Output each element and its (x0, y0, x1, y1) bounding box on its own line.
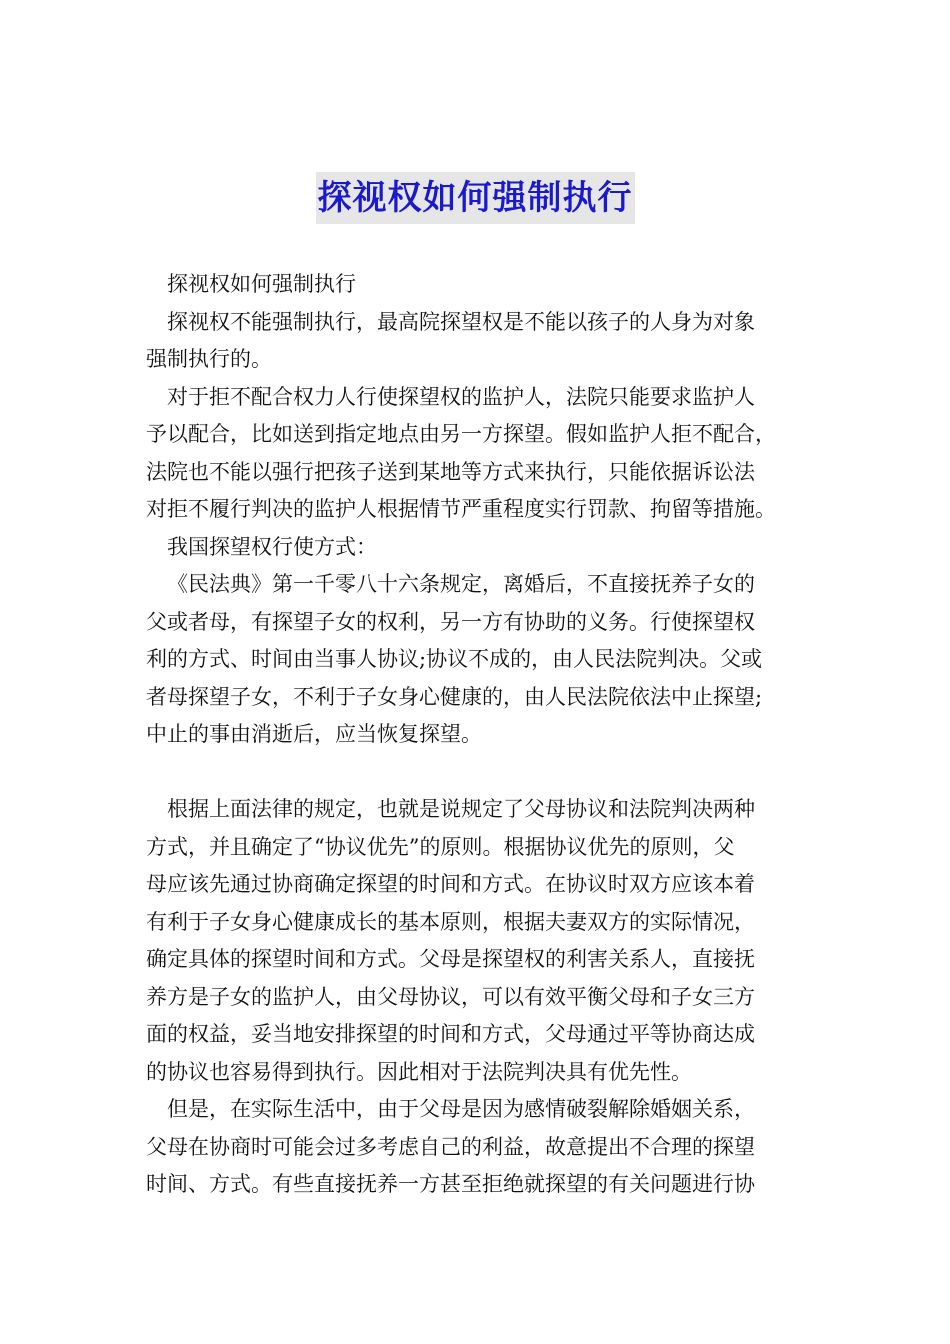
paragraph-line: 确定具体的探望时间和方式。父母是探望权的利害关系人，直接抚 (146, 947, 755, 971)
paragraph-line: 探视权不能强制执行，最高院探望权是不能以孩子的人身为对象 (167, 309, 755, 334)
paragraph-line: 根据上面法律的规定，也就是说规定了父母协议和法院判决两种 (167, 797, 755, 821)
paragraph-line: 强制执行的。 (146, 347, 272, 371)
paragraph-line: 者母探望子女，不利于子女身心健康的，由人民法院依法中止探望; (146, 684, 763, 709)
paragraph-spacer (146, 754, 808, 792)
paragraph-line: 《民法典》第一千零八十六条规定，离婚后，不直接抚养子女的 (167, 572, 755, 596)
paragraph-line: 养方是子女的监护人，由父母协议，可以有效平衡父母和子女三方 (146, 984, 755, 1009)
paragraph-line: 予以配合，比如送到指定地点由另一方探望。假如监护人拒不配合， (146, 422, 776, 446)
document-body (146, 266, 808, 1204)
paragraph-line: 母应该先通过协商确定探望的时间和方式。在协议时双方应该本着 (146, 872, 755, 896)
paragraph-line: 父母在协商时可能会过多考虑自己的利益，故意提出不合理的探望 (146, 1134, 755, 1159)
paragraph-line: 父或者母，有探望子女的权利，另一方有协助的义务。行使探望权 (146, 609, 755, 634)
paragraph-line: 时间、方式。有些直接抚养一方甚至拒绝就探望的有关问题进行协 (146, 1172, 755, 1196)
paragraph-line: 面的权益，妥当地安排探望的时间和方式，父母通过平等协商达成 (146, 1022, 755, 1046)
document-title: 探视权如何强制执行 (316, 172, 635, 224)
paragraph-line: 的协议也容易得到执行。因此相对于法院判决具有优先性。 (146, 1059, 692, 1084)
paragraph-line: 探视权如何强制执行 (167, 272, 356, 296)
paragraph-line: 法院也不能以强行把孩子送到某地等方式来执行，只能依据诉讼法 (146, 459, 755, 484)
paragraph-line: 对拒不履行判决的监护人根据情节严重程度实行罚款、拘留等措施。 (146, 497, 776, 521)
paragraph-line: 有利于子女身心健康成长的基本原则，根据夫妻双方的实际情况， (146, 909, 755, 934)
paragraph-line: 中止的事由消逝后，应当恢复探望。 (146, 722, 482, 746)
paragraph-line: 我国探望权行使方式： (167, 534, 377, 559)
paragraph-line: 但是，在实际生活中，由于父母是因为感情破裂解除婚姻关系， (167, 1097, 755, 1121)
paragraph-line: 方式，并且确定了“协议优先”的原则。根据协议优先的原则，父 (146, 834, 735, 859)
paragraph-line: 利的方式、时间由当事人协议;协议不成的，由人民法院判决。父或 (146, 647, 763, 671)
paragraph-line: 对于拒不配合权力人行使探望权的监护人，法院只能要求监护人 (167, 384, 755, 409)
title-container (0, 172, 950, 224)
